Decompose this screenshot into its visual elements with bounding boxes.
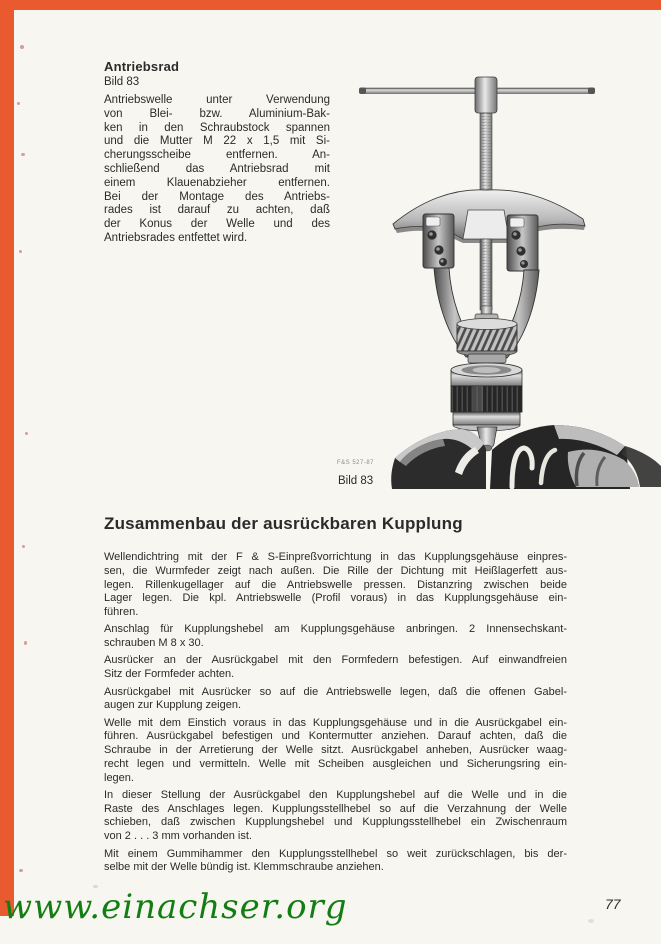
page-number: 77 <box>605 896 621 912</box>
text-line: und die Mutter M 22 x 1,5 mit Si- <box>104 135 330 148</box>
text-line: augen zur Kupplung zeigen. <box>104 699 241 712</box>
text-line: ken in den Schraubstock spannen <box>104 121 330 134</box>
text-line: Antriebsrades entfettet wird. <box>104 231 248 244</box>
text-line: Wellendichtring mit der F & S-Einpreßvorrichtung in das Kupplungsgehäuse einpres- <box>104 551 567 563</box>
text-line: Antriebswelle unter Verwendung <box>104 94 330 106</box>
text-line: cherungsscheibe entfernen. An- <box>104 149 330 162</box>
scan-speck <box>25 432 28 435</box>
scan-speck <box>22 545 25 548</box>
text-line: rades ist darauf zu achten, daß <box>104 204 330 217</box>
text-line: Sitz der Formfeder achten. <box>104 668 235 681</box>
page-frame-top <box>0 0 661 10</box>
body-paragraph <box>104 623 567 651</box>
text-line: einem Klauenabzieher entfernen. <box>104 176 330 189</box>
watermark: www.einachser.org <box>3 887 348 927</box>
gear-puller-photo <box>335 58 661 494</box>
text-line: Schraube in der Arretierung der Welle sitzt. Ausrückgabel anheben, Ausrücker waag- <box>104 744 567 757</box>
text-line: Ausrückgabel mit Ausrücker so auf die Antriebswelle legen, daß die offenen Gabel- <box>104 685 567 698</box>
body-paragraph <box>104 789 567 844</box>
text-line: von 2 . . . 3 mm vorhanden ist. <box>104 830 252 843</box>
text-line: legen. <box>104 771 134 784</box>
text-line: führen. Ausrückgabel befestigen und Kontermutter anziehen. Darauf achten, daß die <box>104 730 567 743</box>
scan-speck <box>19 869 23 872</box>
intro-heading: Antriebsrad <box>104 59 180 74</box>
t-handle <box>359 77 595 113</box>
page-frame-left <box>0 0 14 916</box>
body-paragraph <box>104 551 567 620</box>
assembly-instructions <box>104 551 567 879</box>
text-line: legen. Rillenkugellager auf die Antriebswelle pressen. Distanzring zwischen beide <box>104 578 567 591</box>
body-paragraph <box>104 848 567 876</box>
scan-speck <box>17 102 20 105</box>
text-line: Welle mit dem Einstich voraus in das Kupplungsgehäuse und in die Ausrückgabel ein- <box>104 716 567 729</box>
text-line: Raste des Anschlages legen. Kupplungsstellhebel so auf die Verzahnung der Welle <box>104 802 567 815</box>
text-line: schieben, daß zwischen Kupplungshebel und Kupplungsstellhebel ein Zwischenraum <box>104 816 567 829</box>
text-line: In dieser Stellung der Ausrückgabel den Kupplungshebel auf die Welle und in die <box>104 788 567 801</box>
body-paragraph <box>104 717 567 786</box>
clutch-housing <box>391 425 661 489</box>
figure-caption: Bild 83 <box>338 475 374 487</box>
scan-speck <box>24 641 27 645</box>
scan-speck <box>19 250 22 253</box>
text-line: Mit einem Gummihammer den Kupplungsstellhebel so weit zurückschlagen, bis der- <box>104 847 567 860</box>
text-line: der Konus der Welle und des <box>104 218 330 231</box>
figure-bild-83 <box>335 58 661 494</box>
body-paragraph <box>104 686 567 714</box>
text-line: recht legen und vermitteln. Welle mit Scheiben ausgleichen und Sicherungsring ein- <box>104 757 567 770</box>
intro-paragraph <box>104 94 330 246</box>
text-line: schrauben M 8 x 30. <box>104 637 204 650</box>
text-line: schließend das Antriebsrad mit <box>104 162 330 175</box>
text-line: Bei der Montage des Antriebs- <box>104 190 330 203</box>
yoke-crossbeam <box>393 190 585 309</box>
scan-speck <box>20 45 24 49</box>
scan-speck <box>588 919 594 923</box>
text-line: Lager legen. Die kpl. Antriebswelle (Profil voraus) in das Kupplungsgehäuse ein- <box>104 592 567 605</box>
text-line: Ausrücker an der Ausrückgabel mit den Formfedern befestigen. Auf einwandfreien <box>104 654 567 667</box>
text-line: selbe mit der Welle bündig ist. Klemmschraube anziehen. <box>104 861 384 874</box>
intro-column <box>104 59 330 246</box>
text-line: sen, die Wurmfeder zeigt nach außen. Die Rille der Dichtung mit Heißlagerfett aus- <box>104 564 567 577</box>
text-line: von Blei- bzw. Aluminium-Bak- <box>104 107 330 120</box>
scan-speck <box>21 153 25 156</box>
text-line: Anschlag für Kupplungshebel am Kupplungsgehäuse anbringen. 2 Innensechskant- <box>104 623 567 636</box>
section-heading: Zusammenbau der ausrückbaren Kupplung <box>104 514 463 533</box>
body-paragraph <box>104 654 567 682</box>
figure-reference: Bild 83 <box>104 76 140 88</box>
photo-credit: F&S 527-87 <box>337 460 375 466</box>
text-line: führen. <box>104 606 139 618</box>
